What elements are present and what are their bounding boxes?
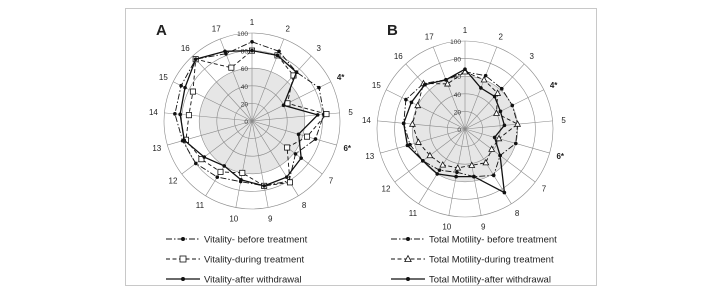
- radar-panel-b: [362, 22, 566, 285]
- data-point: [402, 122, 406, 126]
- category-label: 12: [381, 184, 391, 194]
- category-label: 2: [498, 32, 503, 42]
- category-label: 17: [211, 24, 221, 34]
- data-point: [190, 89, 195, 94]
- radial-tick-label: 20: [240, 101, 248, 109]
- data-point: [297, 132, 301, 136]
- data-point: [222, 164, 226, 168]
- category-label: 6*: [343, 144, 352, 154]
- category-label: 9: [267, 214, 273, 224]
- data-point: [299, 156, 303, 160]
- data-point: [493, 95, 497, 99]
- data-point: [316, 113, 320, 117]
- category-label: 14: [361, 115, 371, 125]
- data-point: [421, 159, 425, 163]
- data-point: [499, 110, 503, 114]
- figure-frame: [125, 8, 597, 286]
- data-point: [240, 170, 245, 175]
- category-label: 9: [480, 222, 486, 232]
- category-label: 16: [180, 43, 190, 53]
- data-point: [304, 134, 309, 139]
- radial-tick-label: 100: [450, 39, 461, 46]
- radial-tick-label: 0: [457, 127, 461, 134]
- data-point: [285, 175, 289, 179]
- category-label: 12: [168, 176, 178, 186]
- category-label: 11: [408, 209, 418, 219]
- radial-tick-label: 60: [240, 66, 248, 74]
- data-point: [314, 137, 318, 141]
- data-point: [455, 170, 459, 174]
- data-point: [215, 175, 219, 179]
- data-point: [404, 98, 408, 102]
- category-label: 15: [371, 80, 381, 90]
- data-point: [218, 169, 223, 174]
- data-point: [194, 57, 198, 61]
- radial-tick-label: 40: [453, 91, 461, 99]
- data-point: [479, 86, 483, 90]
- legend: [391, 235, 557, 286]
- category-label: 10: [229, 214, 239, 224]
- legend-label: Total Motility-during treatment: [429, 254, 554, 266]
- data-point: [438, 168, 442, 172]
- legend-marker: [181, 237, 185, 241]
- data-point: [239, 178, 243, 182]
- radial-tick-label: 0: [244, 119, 248, 126]
- data-point: [493, 136, 497, 140]
- category-label: 14: [148, 107, 158, 117]
- category-label: 16: [393, 51, 403, 61]
- data-point: [463, 67, 467, 71]
- legend: [166, 235, 308, 286]
- radar-chart-figure: [126, 9, 596, 285]
- data-point: [454, 175, 458, 179]
- category-label: 2: [285, 24, 290, 34]
- category-label: 5: [561, 115, 566, 125]
- category-label: 8: [301, 201, 307, 211]
- data-point: [285, 145, 290, 150]
- panel-letter: A: [156, 22, 167, 39]
- data-point: [498, 154, 502, 158]
- legend-label: Vitality-during treatment: [204, 254, 305, 266]
- category-label: 4*: [549, 80, 558, 90]
- legend-label: Vitality- before treatment: [204, 234, 308, 246]
- radial-tick-label: 100: [237, 31, 248, 38]
- radial-tick-label: 60: [453, 74, 461, 82]
- category-label: 13: [365, 152, 375, 162]
- data-point: [250, 40, 254, 44]
- category-label: 1: [249, 18, 255, 27]
- category-label: 6*: [556, 152, 565, 162]
- radial-tick-label: 80: [240, 48, 248, 56]
- category-label: 8: [514, 209, 520, 219]
- data-point: [444, 78, 448, 82]
- data-point: [262, 184, 266, 188]
- data-point: [503, 124, 507, 128]
- data-point: [250, 49, 254, 53]
- data-point: [178, 113, 182, 117]
- data-point: [503, 191, 507, 195]
- data-point: [276, 54, 280, 58]
- data-point: [500, 87, 504, 91]
- data-point: [194, 162, 198, 166]
- category-label: 17: [424, 32, 434, 42]
- radial-tick-label: 40: [240, 83, 248, 91]
- legend-label: Vitality-after withdrawal: [204, 274, 302, 285]
- legend-label: Total Motility- before treatment: [429, 234, 557, 246]
- data-point: [510, 104, 514, 108]
- data-point: [179, 84, 183, 88]
- data-point: [295, 70, 299, 74]
- category-label: 13: [152, 144, 162, 154]
- data-point: [223, 49, 227, 53]
- legend-marker: [406, 277, 410, 281]
- legend-label: Total Motility-after withdrawal: [429, 274, 551, 285]
- data-point: [317, 86, 321, 90]
- category-label: 7: [541, 184, 547, 194]
- category-label: 3: [529, 51, 534, 61]
- category-label: 3: [316, 43, 321, 53]
- data-point: [406, 144, 410, 148]
- data-point: [173, 112, 177, 116]
- data-point: [472, 175, 476, 179]
- data-point: [435, 172, 439, 176]
- data-point: [202, 155, 206, 159]
- data-point: [324, 111, 329, 116]
- data-point: [410, 101, 414, 105]
- category-label: 15: [158, 72, 168, 82]
- data-point: [229, 65, 234, 70]
- data-point: [282, 104, 286, 108]
- legend-marker: [406, 237, 410, 241]
- radial-tick-label: 80: [453, 56, 461, 64]
- category-label: 1: [462, 26, 468, 35]
- legend-marker: [181, 277, 185, 281]
- radar-panel-a: [149, 18, 353, 285]
- data-point: [186, 113, 191, 118]
- data-point: [423, 83, 427, 87]
- data-point: [514, 142, 518, 146]
- category-label: 10: [442, 222, 452, 232]
- category-label: 7: [328, 176, 334, 186]
- category-label: 11: [195, 201, 205, 211]
- data-point: [287, 180, 292, 185]
- data-point: [492, 174, 496, 178]
- radial-tick-label: 20: [453, 109, 461, 117]
- category-label: 5: [348, 107, 353, 117]
- data-point: [294, 152, 298, 156]
- data-point: [182, 138, 186, 142]
- panel-letter: B: [387, 22, 398, 39]
- data-point: [183, 86, 187, 90]
- legend-marker: [180, 256, 186, 262]
- category-label: 4*: [336, 72, 345, 82]
